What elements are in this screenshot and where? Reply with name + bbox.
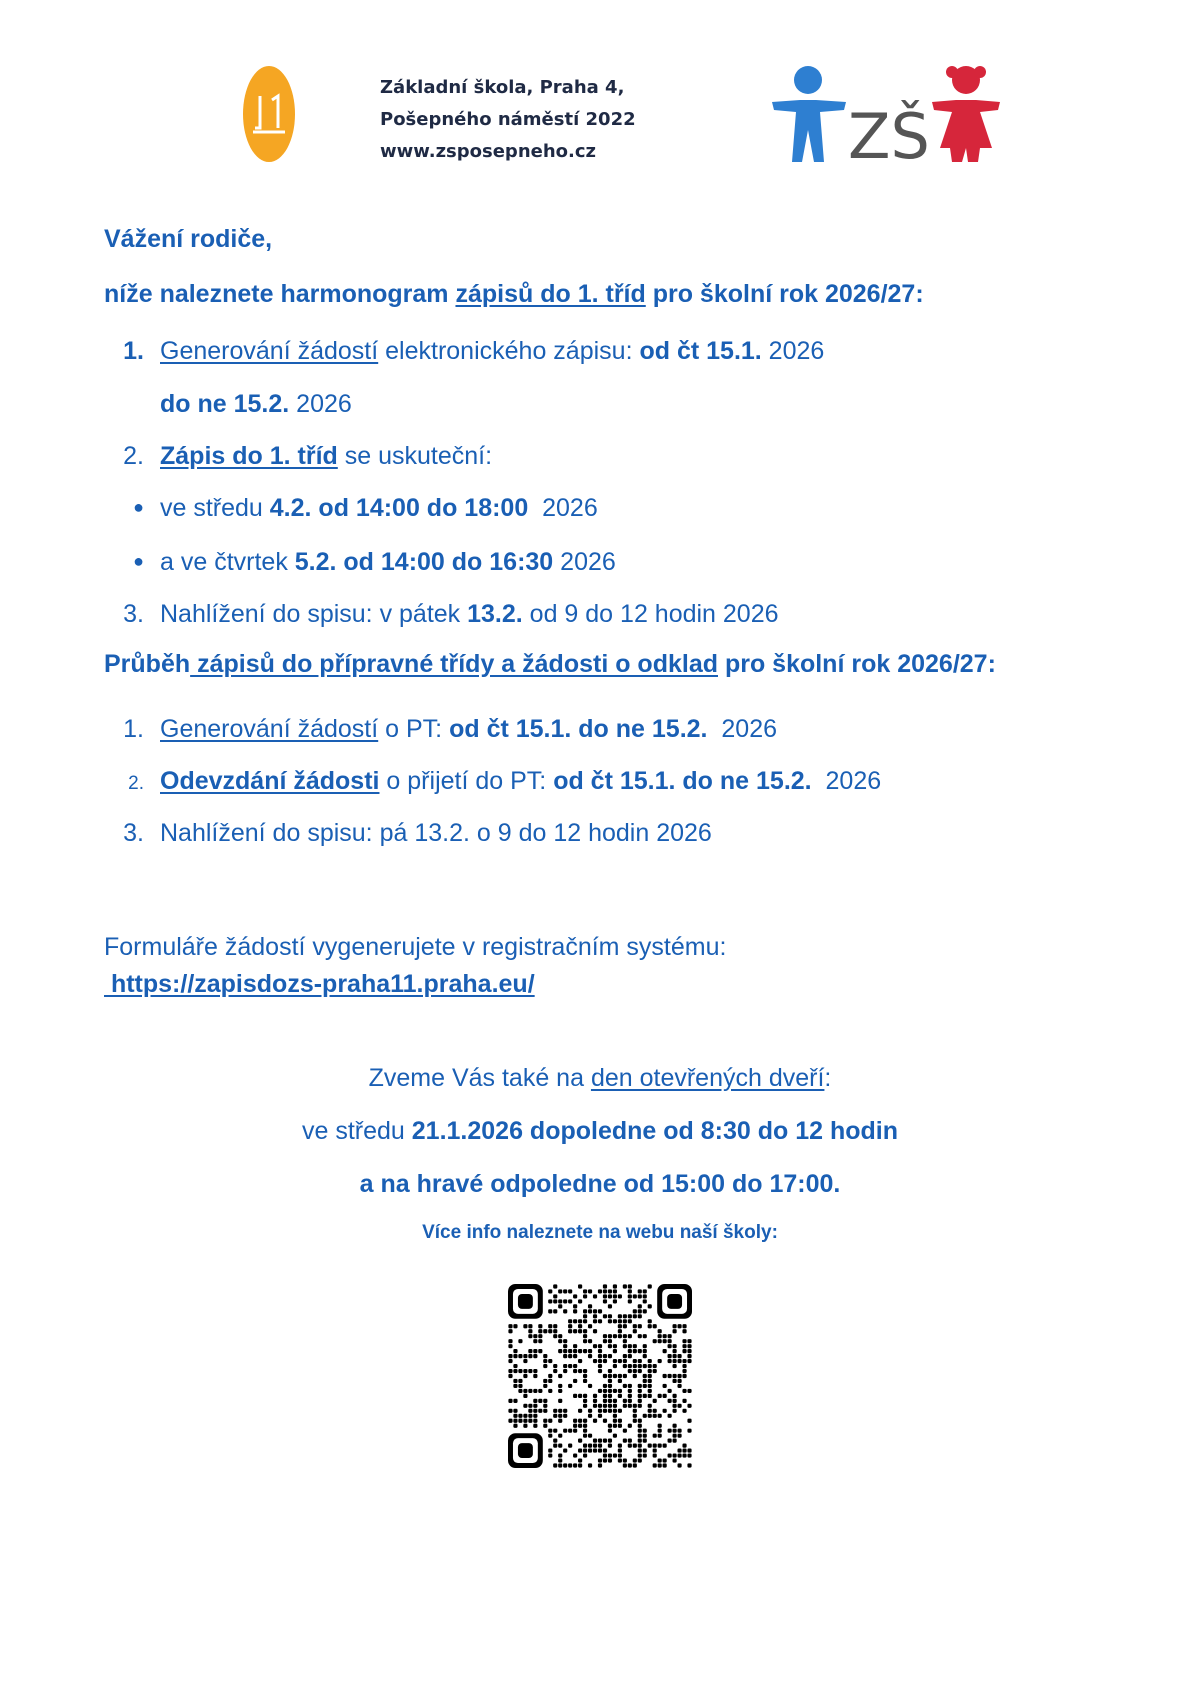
s2-item-1-dates: od čt 15.1. do ne 15.2.: [449, 715, 708, 743]
greeting: Vážení rodiče,: [104, 225, 273, 253]
forms-url-link[interactable]: https://zapisdozs-praha11.praha.eu/: [104, 970, 535, 998]
zs-children-logo-icon: [770, 64, 1000, 164]
s1-bullet-1: [104, 494, 598, 523]
s1-item-1-year-2: 2026: [289, 390, 352, 418]
s2-item-1-text: o PT:: [378, 715, 450, 743]
s1-item-3-text: Nahlížení do spisu: v pátek: [160, 600, 468, 628]
s1-item-1: [104, 337, 824, 366]
open-day-date-prefix: ve středu: [301, 1117, 412, 1145]
s2-item-2-year: 2026: [811, 767, 882, 795]
s1-bullet-2-text: a ve čtvrtek: [160, 548, 295, 576]
intro-link[interactable]: zápisů do 1. tříd: [455, 280, 646, 308]
bullet-icon: ●: [133, 551, 144, 571]
open-day-link[interactable]: den otevřených dveří: [590, 1064, 825, 1092]
open-day-invite: [0, 1064, 1200, 1093]
s1-item-3-rest: od 9 do 12 hodin 2026: [522, 600, 779, 628]
s1-bullet-1-text: ve středu: [160, 494, 270, 522]
open-day-afternoon: a na hravé odpoledne od 15:00 do 17:00.: [359, 1170, 841, 1198]
s1-bullet-1-year: 2026: [528, 494, 598, 522]
s1-bullet-2-time: 5.2. od 14:00 do 16:30: [294, 548, 554, 576]
open-day-date-time: 21.1.2026 dopoledne od 8:30 do 12 hodin: [411, 1117, 898, 1145]
s1-bullet-1-time: 4.2. od 14:00 do 18:00: [269, 494, 529, 522]
s2-item-3-number: 3.: [123, 819, 144, 847]
open-day-text-b: :: [824, 1064, 832, 1092]
svg-text:ZŠ: ZŠ: [848, 100, 930, 164]
intro-text-b: pro školní rok 2026/27:: [645, 280, 924, 308]
s2-heading: [104, 650, 996, 679]
s1-item-1-link[interactable]: Generování žádostí: [160, 337, 379, 365]
s2-item-1-link[interactable]: Generování žádostí: [160, 715, 379, 743]
open-day-date: [0, 1117, 1200, 1146]
s1-item-2-text: se uskuteční:: [337, 442, 493, 470]
intro-text-a: níže naleznete harmonogram: [104, 280, 456, 308]
s1-item-2: [104, 442, 492, 471]
s1-item-1-continued: [160, 390, 352, 419]
open-day-text-a: Zveme Vás také na: [368, 1064, 591, 1092]
s2-item-2: [104, 767, 881, 796]
s2-item-2-dates: od čt 15.1. do ne 15.2.: [553, 767, 812, 795]
s1-item-1-date-from: od čt 15.1.: [639, 337, 762, 365]
s1-bullet-2: [104, 548, 616, 577]
school-website[interactable]: www.zsposepneho.cz: [380, 141, 597, 162]
s2-item-2-number: 2.: [128, 773, 144, 794]
s1-item-2-link[interactable]: Zápis do 1. tříd: [160, 442, 338, 470]
s2-item-1-number: 1.: [123, 715, 144, 743]
s1-item-1-year-1: 2026: [761, 337, 825, 365]
s1-item-3: [104, 600, 779, 629]
s1-bullet-2-year: 2026: [553, 548, 616, 576]
page-header: [0, 0, 1200, 180]
qr-code-icon[interactable]: [508, 1284, 692, 1468]
s1-item-1-number: 1.: [123, 337, 144, 365]
s2-item-2-text: o přijetí do PT:: [379, 767, 554, 795]
s2-heading-link[interactable]: zápisů do přípravné třídy a žádosti o odklad: [190, 650, 718, 678]
more-info: Více info naleznete na webu naší školy:: [422, 1222, 778, 1243]
bullet-icon: ●: [133, 497, 144, 517]
school-address: Pošepného náměstí 2022: [380, 109, 636, 130]
s1-item-3-date: 13.2.: [467, 600, 523, 628]
s1-item-1-date-to: do ne 15.2.: [160, 390, 290, 418]
s2-item-3: [104, 819, 712, 848]
s2-item-1: [104, 715, 777, 744]
s1-item-1-text: elektronického zápisu:: [378, 337, 640, 365]
s2-heading-b: pro školní rok 2026/27:: [718, 650, 996, 678]
intro-line: [104, 280, 924, 309]
s2-item-3-text: Nahlížení do spisu: pá 13.2. o 9 do 12 hodin 2026: [160, 819, 712, 847]
s1-item-2-number: 2.: [123, 442, 144, 470]
s2-heading-a: Průběh: [104, 650, 191, 678]
school-info: [380, 72, 636, 168]
school-name: Základní škola, Praha 4,: [380, 77, 625, 98]
s1-item-3-number: 3.: [123, 600, 144, 628]
s2-item-1-year: 2026: [707, 715, 778, 743]
s2-item-2-link[interactable]: Odevzdání žádosti: [160, 767, 380, 795]
forms-text: Formuláře žádostí vygenerujete v registračním systému:: [104, 933, 727, 961]
p11-logo-icon: [243, 66, 295, 162]
